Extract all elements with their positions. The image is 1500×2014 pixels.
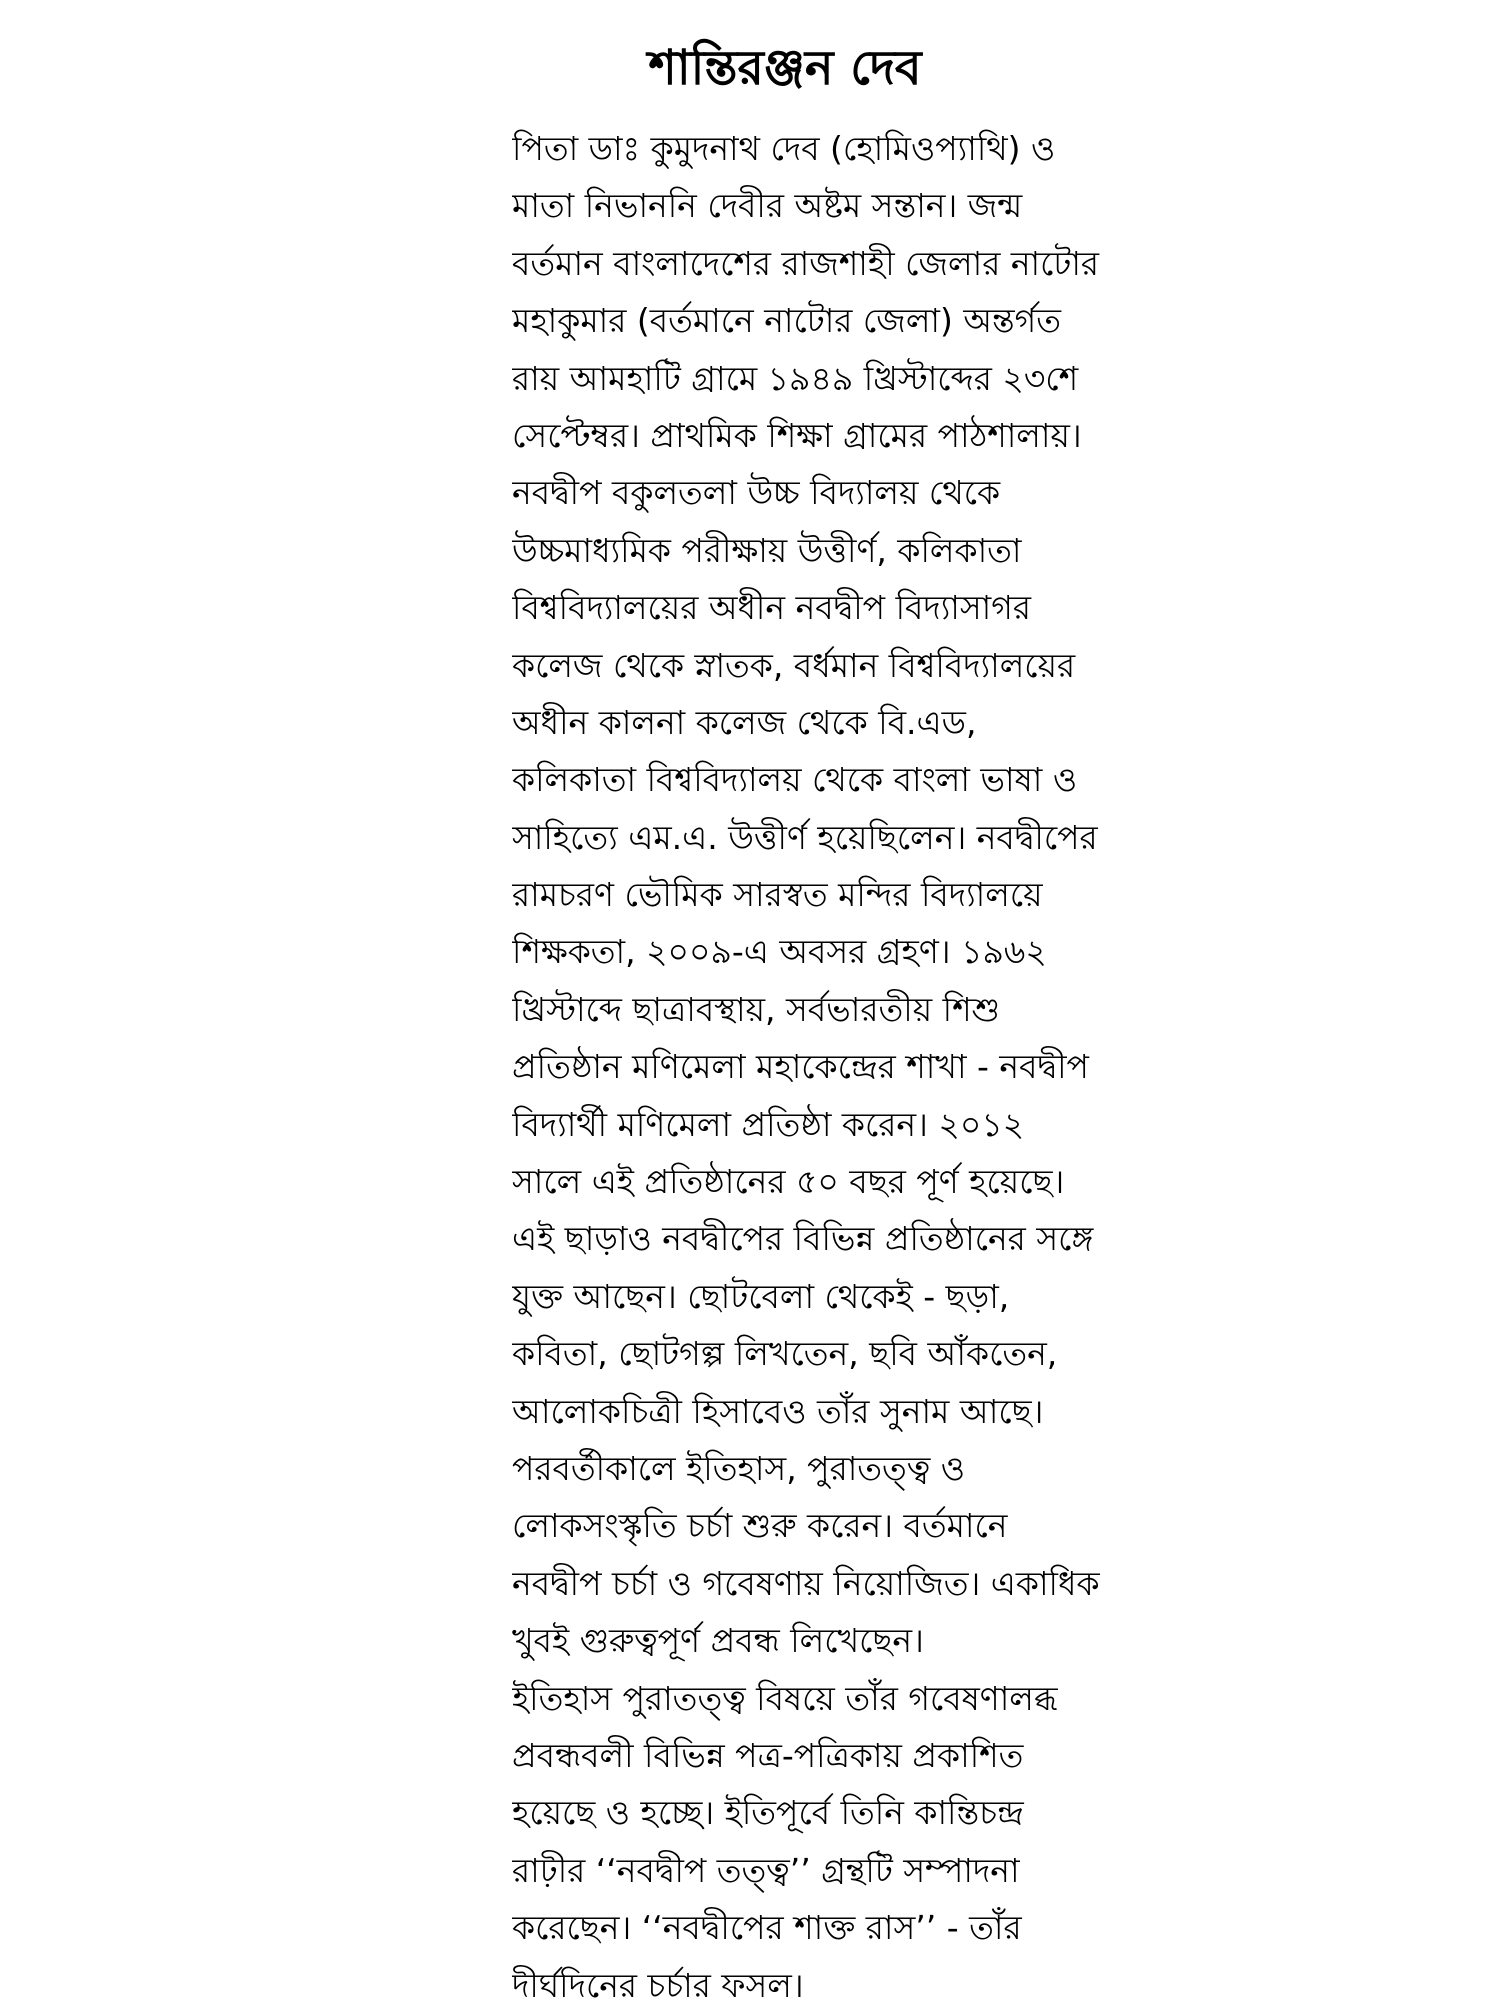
text-line: নবদ্বীপ বকুলতলা উচ্চ বিদ্যালয় থেকে	[512, 473, 1001, 513]
text-line: মহাকুমার (বর্তমানে নাটোর জেলা) অন্তর্গত	[512, 301, 1062, 341]
text-line: প্রতিষ্ঠান মণিমেলা মহাকেন্দ্রের শাখা - নবদ্বীপ	[512, 1047, 1089, 1087]
text-line: লোকসংস্কৃতি চর্চা শুরু করেন। বর্তমানে	[512, 1506, 1008, 1546]
page-title: শান্তিরঞ্জন দেব	[648, 40, 922, 96]
text-line: অধীন কালনা কলেজ থেকে বি.এড,	[512, 702, 977, 742]
text-line: রামচরণ ভৌমিক সারস্বত মন্দির বিদ্যালয়ে	[512, 875, 1043, 915]
text-line: হয়েছে ও হচ্ছে। ইতিপূর্বে তিনি কান্তিচন্দ্র	[512, 1793, 1024, 1833]
biography-text	[512, 120, 1472, 2014]
text-line: ইতিহাস পুরাতত্ত্ব বিষয়ে তাঁর গবেষণালব্ধ	[512, 1678, 1058, 1718]
text-line: এই ছাড়াও নবদ্বীপের বিভিন্ন প্রতিষ্ঠানের সঙ্গে	[512, 1219, 1094, 1259]
text-line: মাতা নিভাননি দেবীর অষ্টম সন্তান। জন্ম	[512, 186, 1023, 226]
text-line: বর্তমান বাংলাদেশের রাজশাহী জেলার নাটোর	[512, 243, 1100, 283]
text-line: প্রবন্ধবলী বিভিন্ন পত্র-পত্রিকায় প্রকাশিত	[512, 1735, 1024, 1775]
text-line: সালে এই প্রতিষ্ঠানের ৫০ বছর পূর্ণ হয়েছে।	[512, 1162, 1065, 1202]
text-line: খুবই গুরুত্বপূর্ণ প্রবন্ধ লিখেছেন।	[512, 1621, 924, 1661]
text-line: করেছেন। ‘‘নবদ্বীপের শাক্ত রাস’’ - তাঁর	[512, 1908, 1022, 1948]
text-line: কবিতা, ছোটগল্প লিখতেন, ছবি আঁকতেন,	[512, 1334, 1058, 1374]
text-line: শিক্ষকতা, ২০০৯-এ অবসর গ্রহণ। ১৯৬২	[512, 932, 1047, 972]
text-line: রায় আমহাটি গ্রামে ১৯৪৯ খ্রিস্টাব্দের ২৩শে	[512, 358, 1079, 398]
text-line: খ্রিস্টাব্দে ছাত্রাবস্থায়, সর্বভারতীয় শিশু	[512, 989, 1000, 1029]
text-line: পিতা ডাঃ কুমুদনাথ দেব (হোমিওপ্যাথি) ও	[512, 129, 1056, 168]
text-line: দীর্ঘদিনের চর্চার ফসল।	[512, 1965, 804, 2005]
text-line: সেপ্টেম্বর। প্রাথমিক শিক্ষা গ্রামের পাঠশালায়।	[512, 415, 1082, 455]
text-line: বিদ্যার্থী মণিমেলা প্রতিষ্ঠা করেন। ২০১২	[512, 1104, 1025, 1144]
text-line: কলেজ থেকে স্নাতক, বর্ধমান বিশ্ববিদ্যালয়ের	[512, 645, 1076, 685]
text-line: নবদ্বীপ চর্চা ও গবেষণায় নিয়োজিত। একাধিক	[512, 1563, 1100, 1603]
text-line: রাঢ়ীর ‘‘নবদ্বীপ তত্ত্ব’’ গ্রন্থটি সম্পাদনা	[512, 1850, 1020, 1890]
text-line: উচ্চমাধ্যমিক পরীক্ষায় উত্তীর্ণ, কলিকাতা	[512, 530, 1022, 570]
text-line: সাহিত্যে এম.এ. উত্তীর্ণ হয়েছিলেন। নবদ্বীপের	[512, 817, 1098, 857]
text-line: কলিকাতা বিশ্ববিদ্যালয় থেকে বাংলা ভাষা ও	[512, 760, 1078, 800]
text-line: যুক্ত আছেন। ছোটবেলা থেকেই - ছড়া,	[512, 1276, 1010, 1316]
text-line: আলোকচিত্রী হিসাবেও তাঁর সুনাম আছে।	[512, 1391, 1044, 1431]
text-line: পরবর্তীকালে ইতিহাস, পুরাতত্ত্ব ও	[512, 1448, 966, 1488]
text-line: বিশ্ববিদ্যালয়ের অধীন নবদ্বীপ বিদ্যাসাগর	[512, 588, 1032, 628]
